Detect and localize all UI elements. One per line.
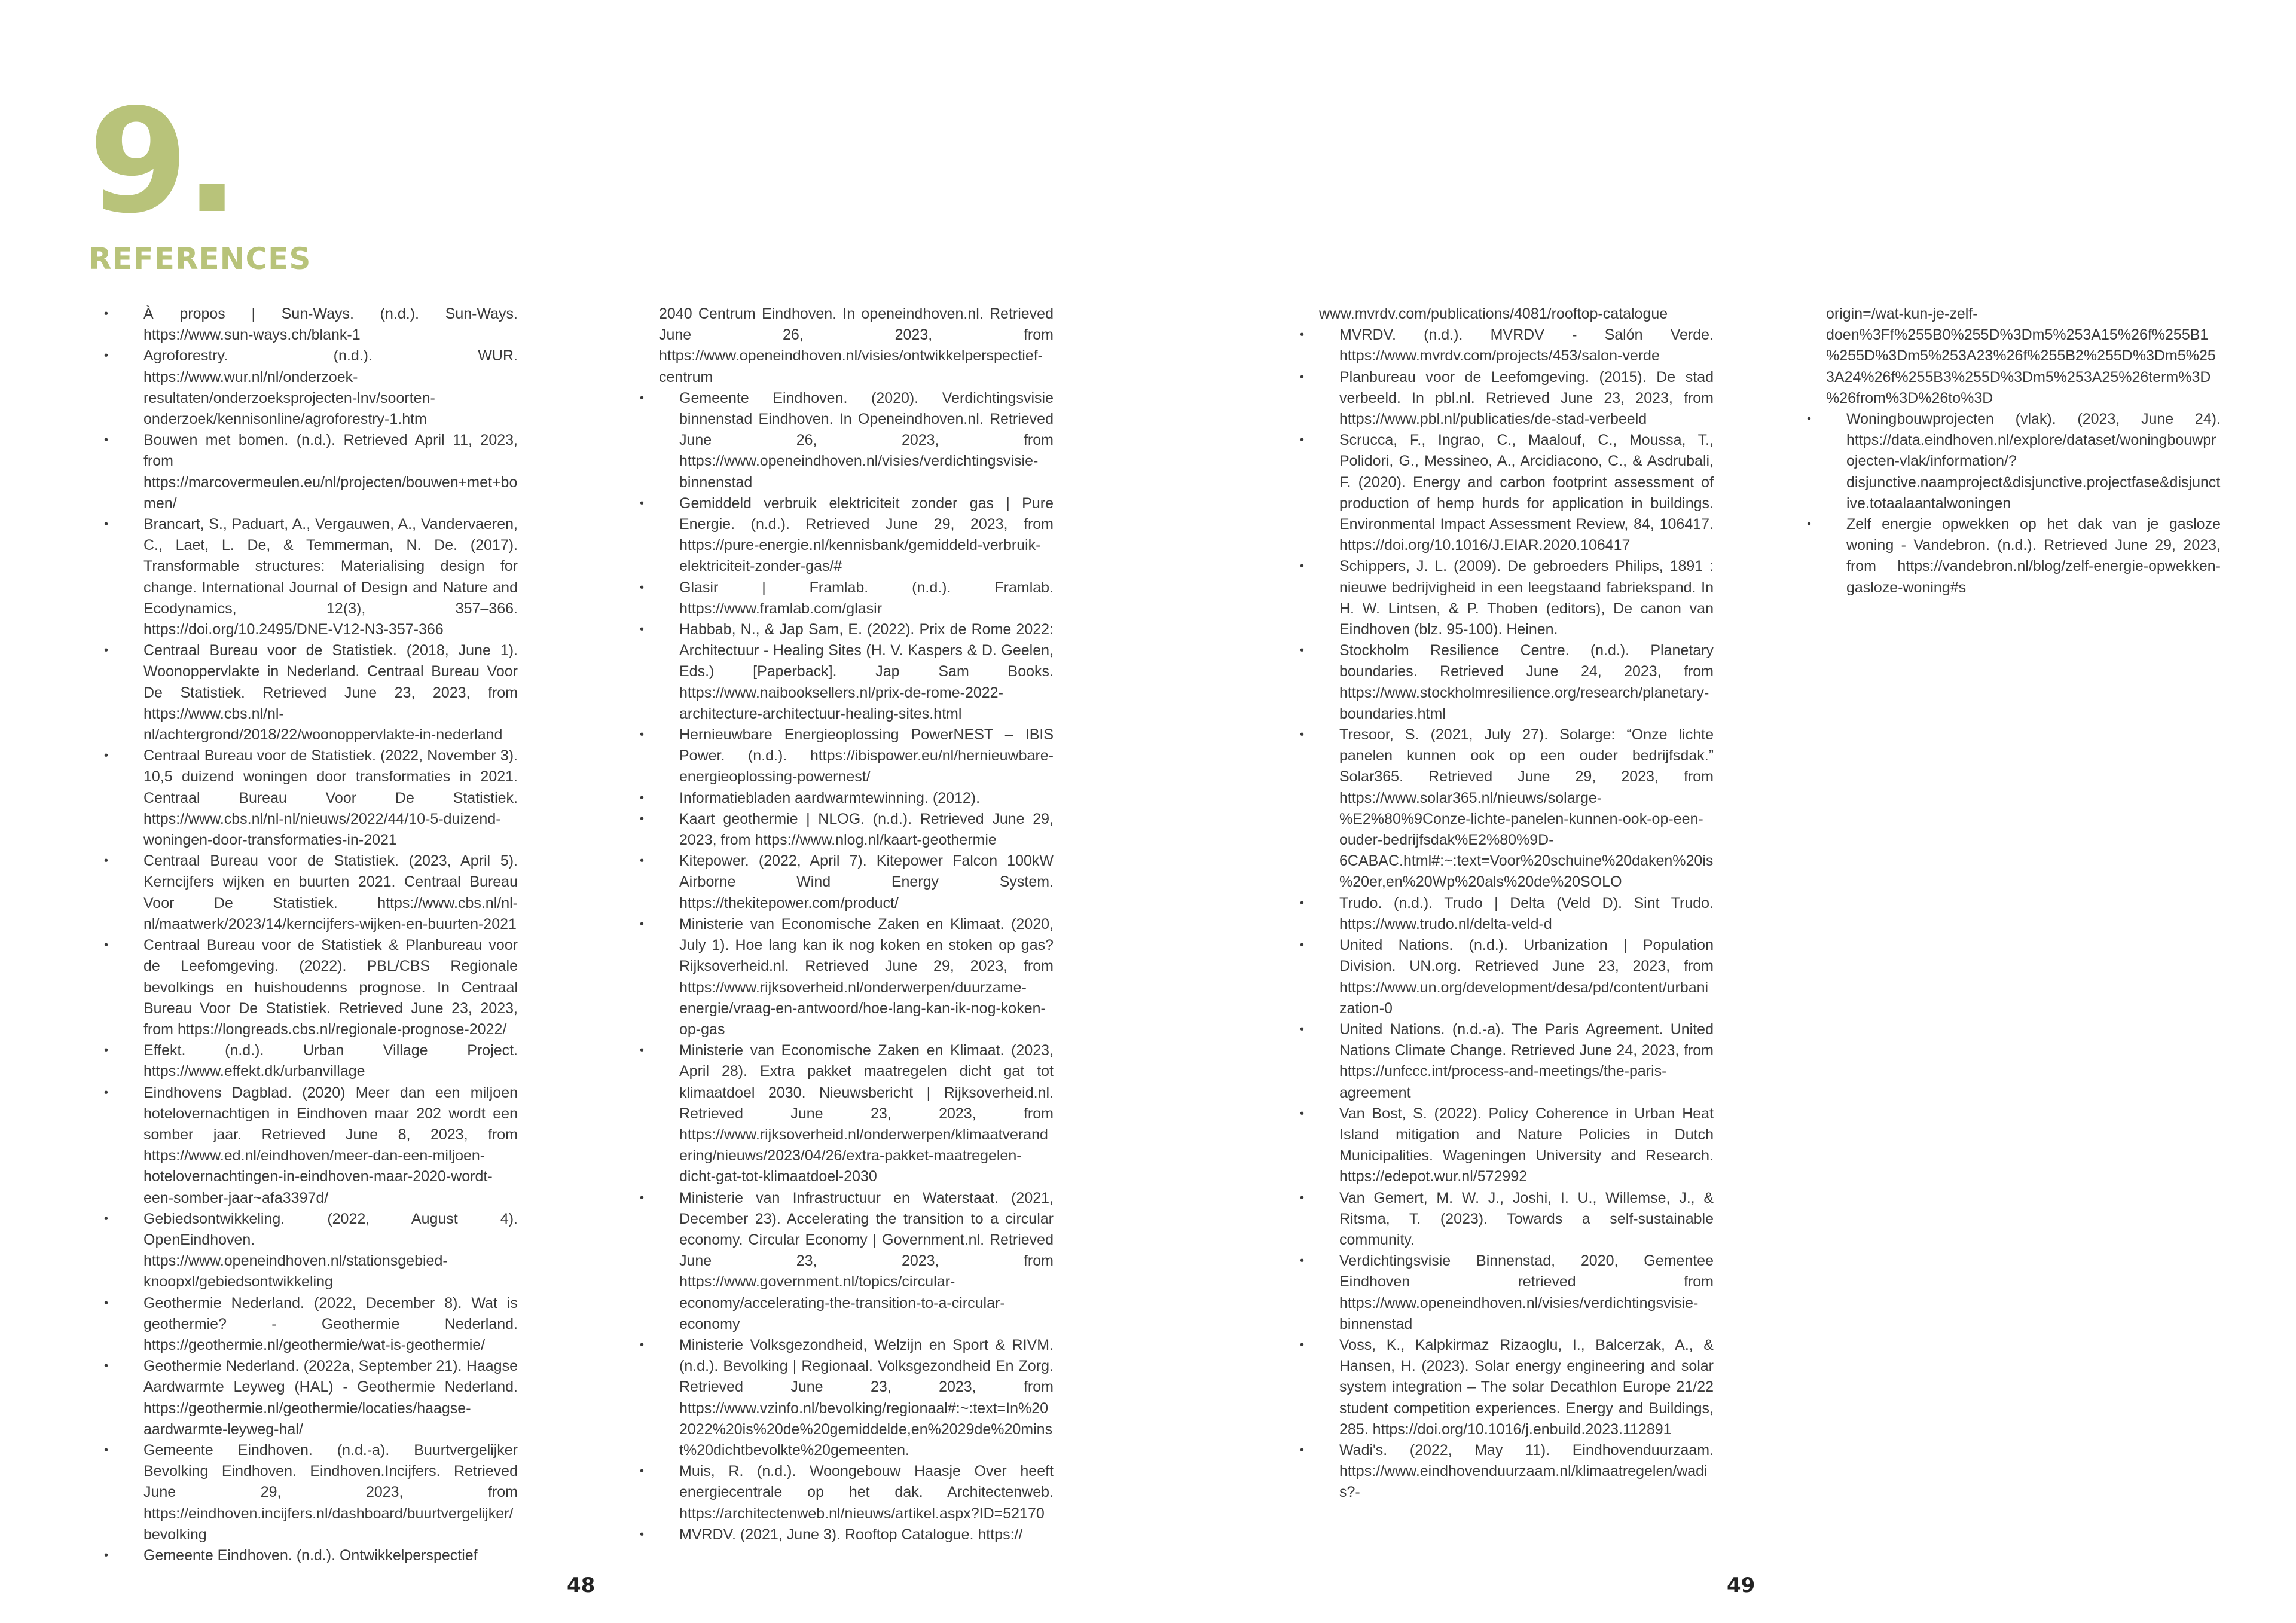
bullet-icon: •: [640, 917, 645, 931]
references-column-4: [1802, 304, 2221, 598]
reference-item: [99, 304, 518, 346]
bullet-icon: •: [104, 307, 109, 320]
reference-item: [1295, 1335, 1714, 1440]
references-column-2: [635, 304, 1054, 1545]
reference-item: [99, 1083, 518, 1209]
reference-text: Gebiedsontwikkeling. (2022, August 4). OpenEindhoven. https://www.openeindhoven.nl/stationsgebied-knoopxl/gebiedsontwikkeling: [144, 1210, 518, 1291]
reference-item: [99, 745, 518, 851]
bullet-icon: •: [104, 749, 109, 763]
reference-item: [99, 1356, 518, 1440]
bullet-icon: •: [104, 854, 109, 868]
reference-item: [99, 935, 518, 1040]
page-number-right: 49: [1727, 1573, 1755, 1597]
reference-item: [635, 1461, 1054, 1524]
bullet-icon: •: [640, 580, 645, 594]
reference-text: Glasir | Framlab. (n.d.). Framlab. https://www.framlab.com/glasir: [679, 579, 1054, 617]
chapter-number: 9.: [88, 78, 236, 245]
reference-text: MVRDV. (n.d.). MVRDV - Salón Verde. https://www.mvrdv.com/projects/453/salon-verde: [1339, 326, 1714, 365]
reference-item: [99, 1040, 518, 1082]
bullet-icon: •: [104, 1212, 109, 1225]
reference-item: [1295, 1251, 1714, 1335]
reference-item: [1295, 1019, 1714, 1104]
bullet-icon: •: [640, 1527, 645, 1541]
reference-continuation: origin=/wat-kun-je-zelf-doen%3Ff%255B0%255D%3Dm5%253A15%26f%255B1%255D%3Dm5%253A23%26f%255B2%255D%3Dm5%253A24%26f%255B3%255D%3Dm5%253A25%26term%3D%26from%3D%26to%3D: [1826, 305, 2216, 406]
page-number-left: 48: [567, 1573, 596, 1597]
reference-item: [1295, 325, 1714, 366]
bullet-icon: •: [1300, 560, 1305, 573]
reference-text: Van Bost, S. (2022). Policy Coherence in Urban Heat Island mitigation and Nature Policies in Dutch Municipalities. Wageningen University and Research. https://edepot.wur.nl/572992: [1339, 1105, 1714, 1185]
reference-text: Agroforestry. (n.d.). WUR. https://www.wur.nl/nl/onderzoek-resultaten/onderzoeksprojecten-lnv/soorten-onderzoek/kennisonline/agroforestry-1.htm: [144, 347, 518, 428]
reference-item: [635, 851, 1054, 914]
reference-item: [99, 1209, 518, 1293]
reference-text: Brancart, S., Paduart, A., Vergauwen, A., Vandervaeren, C., Laet, L. De, & Temmerman, N. De. (2017). Transformable structures: Materialising design for change. International Journal of Design and Nature and Ecodynamics, 12(3), 357–366. https://doi.org/10.2495/DNE-V12-N3-357-366: [144, 516, 518, 638]
bullet-icon: •: [1300, 1443, 1305, 1457]
reference-text: Centraal Bureau voor de Statistiek & Planbureau voor de Leefomgeving. (2022). PBL/CBS Regionale bevolkings en huishoudenns prognose. In Centraal Bureau Voor De Statistiek. Retrieved June 23, 2023, from https://longreads.cbs.nl/regionale-prognose-2022/: [144, 937, 518, 1038]
reference-text: Centraal Bureau voor de Statistiek. (2023, April 5). Kerncijfers wijken en buurten 2021. Centraal Bureau Voor De Statistiek. https://www.cbs.nl/nl-nl/maatwerk/2023/14/kerncijfers-wijken-en-buurten-2021: [144, 852, 518, 933]
reference-text: Kaart geothermie | NLOG. (n.d.). Retrieved June 29, 2023, from https://www.nlog.nl/kaart-geothermie: [679, 810, 1054, 849]
reference-item: [635, 619, 1054, 725]
bullet-icon: •: [1300, 728, 1305, 742]
reference-text: Wadi's. (2022, May 11). Eindhovenduurzaam. https://www.eindhovenduurzaam.nl/klimaatregelen/wadis?-: [1339, 1441, 1714, 1501]
bullet-icon: •: [104, 518, 109, 531]
bullet-icon: •: [104, 1296, 109, 1310]
reference-text: Stockholm Resilience Centre. (n.d.). Planetary boundaries. Retrieved June 24, 2023, from https://www.stockholmresilience.org/research/planetary-boundaries.html: [1339, 642, 1714, 722]
bullet-icon: •: [640, 1465, 645, 1478]
reference-item: [99, 1440, 518, 1545]
bullet-icon: •: [104, 939, 109, 952]
reference-text: Scrucca, F., Ingrao, C., Maalouf, C., Moussa, T., Polidori, G., Messineo, A., Arcidiacono, C., & Asdrubali, F. (2020). Energy and carbon footprint assessment of production of hemp hurds for application in buildings. Environmental Impact Assessment Review, 84, 106417. https://doi.org/10.1016/J.EIAR.2020.106417: [1339, 432, 1714, 554]
reference-item: [99, 430, 518, 514]
reference-item: [635, 577, 1054, 619]
reference-text: Eindhovens Dagblad. (2020) Meer dan een miljoen hotelovernachtigen in Eindhoven maar 202 wordt een somber jaar. Retrieved June 8, 2023, from https://www.ed.nl/eindhoven/meer-dan-een-miljoen-hotelovernachtingen-in-eindhoven-maar-2020-wordt-een-somber-jaar~afa3397d/: [144, 1084, 518, 1206]
bullet-icon: •: [1807, 412, 1812, 426]
bullet-icon: •: [104, 644, 109, 658]
reference-item: [99, 346, 518, 430]
reference-item: [635, 914, 1054, 1040]
reference-text: Woningbouwprojecten (vlak). (2023, June 24). https://data.eindhoven.nl/explore/dataset/woningbouwprojecten-vlak/information/?disjunctive.naamproject&disjunctive.projectfase&disjunctive.totaalaantalwoningen: [1846, 411, 2221, 512]
bullet-icon: •: [1300, 370, 1305, 384]
reference-text: United Nations. (n.d.). Urbanization | Population Division. UN.org. Retrieved June 23, 2023, from https://www.un.org/development/desa/pd/content/urbanization-0: [1339, 937, 1714, 1017]
reference-item: [635, 493, 1054, 577]
reference-text: Verdichtingsvisie Binnenstad, 2020, Gementee Eindhoven retrieved from https://www.openeindhoven.nl/visies/verdichtingsvisie-binnenstad: [1339, 1252, 1714, 1332]
bullet-icon: •: [104, 1443, 109, 1457]
bullet-icon: •: [1300, 939, 1305, 952]
reference-item: [1295, 1440, 1714, 1503]
bullet-icon: •: [640, 812, 645, 826]
reference-item: [99, 640, 518, 745]
reference-item: [635, 1188, 1054, 1335]
bullet-icon: •: [1300, 1022, 1305, 1036]
bullet-icon: •: [1807, 518, 1812, 531]
reference-continuation: 2040 Centrum Eindhoven. In openeindhoven.nl. Retrieved June 26, 2023, from https://www.openeindhoven.nl/visies/ontwikkelperspectief-centrum: [659, 305, 1054, 386]
reference-item: [99, 1545, 518, 1566]
reference-text: Ministerie van Infrastructuur en Waterstaat. (2021, December 23). Accelerating the transition to a circular economy. Circular Economy | Government.nl. Retrieved June 23, 2023, from https://www.government.nl/topics/circular-economy/accelerating-the-transition-to-a-circular-economy: [679, 1189, 1054, 1332]
bullet-icon: •: [640, 791, 645, 805]
reference-item: [1295, 1188, 1714, 1251]
bullet-icon: •: [640, 496, 645, 510]
bullet-icon: •: [1300, 896, 1305, 910]
bullet-icon: •: [640, 1338, 645, 1352]
bullet-icon: •: [1300, 328, 1305, 342]
reference-item: [635, 1524, 1054, 1545]
reference-text: Centraal Bureau voor de Statistiek. (2018, June 1). Woonoppervlakte in Nederland. Centraal Bureau Voor De Statistiek. Retrieved June 23, 2023, from https://www.cbs.nl/nl-nl/achtergrond/2018/22/woonoppervlakte-in-nederland: [144, 642, 518, 744]
reference-continuation: www.mvrdv.com/publications/4081/rooftop-catalogue: [1319, 305, 1668, 322]
reference-item: [635, 788, 1054, 809]
reference-item: [635, 725, 1054, 788]
reference-text: Gemeente Eindhoven. (n.d.). Ontwikkelperspectief: [144, 1546, 478, 1564]
reference-text: À propos | Sun-Ways. (n.d.). Sun-Ways. https://www.sun-ways.ch/blank-1: [144, 305, 518, 344]
reference-item: [1295, 935, 1714, 1019]
bullet-icon: •: [640, 1191, 645, 1205]
reference-text: Trudo. (n.d.). Trudo | Delta (Veld D). Sint Trudo. https://www.trudo.nl/delta-veld-d: [1339, 894, 1714, 933]
bullet-icon: •: [1300, 1338, 1305, 1352]
reference-text: Van Gemert, M. W. J., Joshi, I. U., Willemse, J., & Ritsma, T. (2023). Towards a self-sustainable community.: [1339, 1189, 1714, 1248]
reference-text: Muis, R. (n.d.). Woongebouw Haasje Over heeft energiecentrale op het dak. Architectenweb. https://architectenweb.nl/nieuws/artikel.aspx?ID=52170: [679, 1463, 1054, 1522]
bullet-icon: •: [1300, 433, 1305, 447]
chapter-title: REFERENCES: [88, 242, 312, 276]
reference-text: Geothermie Nederland. (2022a, September 21). Haagse Aardwarmte Leyweg (HAL) - Geothermie Nederland. https://geothermie.nl/geothermie/locaties/haagse-aardwarmte-leyweg-hal/: [144, 1358, 518, 1438]
reference-text: Hernieuwbare Energieoplossing PowerNEST – IBIS Power. (n.d.). https://ibispower.eu/nl/hernieuwbare-energieoplossing-powernest/: [679, 726, 1054, 785]
bullet-icon: •: [640, 728, 645, 742]
reference-item: [635, 1040, 1054, 1187]
bullet-icon: •: [104, 1359, 109, 1373]
reference-text: Tresoor, S. (2021, July 27). Solarge: “Onze lichte panelen kunnen ook op een ouder bedrijfsdak.” Solar365. Retrieved June 29, 2023, from https://www.solar365.nl/nieuws/solarge-%E2%80%9Conze-lichte-panelen-kunnen-ook-op-een-ouder-bedrijfsdak%E2%80%9D-6CABAC.html#:~:text=Voor%20schuine%20daken%20is%20er,en%20Wp%20als%20de%20SOLO: [1339, 726, 1714, 891]
reference-item: [1802, 409, 2221, 514]
reference-item: [1295, 640, 1714, 725]
reference-item: [1295, 367, 1714, 430]
bullet-icon: •: [104, 1044, 109, 1057]
reference-item: [99, 1293, 518, 1356]
reference-text: Gemeente Eindhoven. (n.d.-a). Buurtvergelijker Bevolking Eindhoven. Eindhoven.Incijfers. Retrieved June 29, 2023, from https://eindhoven.incijfers.nl/dashboard/buurtvergelijker/bevolking: [144, 1441, 518, 1543]
bullet-icon: •: [104, 1086, 109, 1099]
reference-item: [1802, 514, 2221, 598]
reference-text: Ministerie van Economische Zaken en Klimaat. (2023, April 28). Extra pakket maatregelen dicht gat tot klimaatdoel 2030. Nieuwsbericht | Rijksoverheid.nl. Retrieved June 23, 2023, from https://www.rijksoverheid.nl/onderwerpen/klimaatverandering/nieuws/2023/04/26/extra-pakket-maatregelen-dicht-gat-tot-klimaatdoel-2030: [679, 1042, 1054, 1185]
reference-text: Zelf energie opwekken op het dak van je gasloze woning - Vandebron. (n.d.). Retrieved June 29, 2023, from https://vandebron.nl/blog/zelf-energie-opwekken-gasloze-woning#s: [1846, 516, 2221, 596]
reference-text: MVRDV. (2021, June 3). Rooftop Catalogue. https://: [679, 1526, 1023, 1543]
reference-text: United Nations. (n.d.-a). The Paris Agreement. United Nations Climate Change. Retrieved June 24, 2023, from https://unfccc.int/process-and-meetings/the-paris-agreement: [1339, 1020, 1714, 1101]
reference-item: [99, 851, 518, 935]
reference-item: [1295, 430, 1714, 556]
reference-item: [635, 809, 1054, 851]
reference-text: Ministerie van Economische Zaken en Klimaat. (2020, July 1). Hoe lang kan ik nog koken en stoken op gas? Rijksoverheid.nl. Retrieved June 29, 2023, from https://www.rijksoverheid.nl/onderwerpen/duurzame-energie/vraag-en-antwoord/hoe-lang-kan-ik-nog-koken-op-gas: [679, 915, 1054, 1038]
bullet-icon: •: [1300, 1254, 1305, 1268]
bullet-icon: •: [1300, 644, 1305, 658]
bullet-icon: •: [640, 391, 645, 405]
reference-text: Schippers, J. L. (2009). De gebroeders Philips, 1891 : nieuwe bedrijvigheid in een leegstaand fabriekspand. In H. W. Lintsen, & P. Thoben (editors), De canon van Eindhoven (blz. 95-100). Heinen.: [1339, 558, 1714, 638]
reference-item: [1295, 1104, 1714, 1188]
bullet-icon: •: [104, 349, 109, 363]
reference-text: Gemeente Eindhoven. (2020). Verdichtingsvisie binnenstad Eindhoven. In Openeindhoven.nl. Retrieved June 26, 2023, from https://www.openeindhoven.nl/visies/verdichtingsvisie-binnenstad: [679, 389, 1054, 491]
reference-text: Kitepower. (2022, April 7). Kitepower Falcon 100kW Airborne Wind Energy System. https://thekitepower.com/product/: [679, 852, 1054, 912]
reference-text: Planbureau voor de Leefomgeving. (2015). De stad verbeeld. In pbl.nl. Retrieved June 23, 2023, from https://www.pbl.nl/publicaties/de-stad-verbeeld: [1339, 368, 1714, 428]
reference-text: Voss, K., Kalpkirmaz Rizaoglu, I., Balcerzak, A., & Hansen, H. (2023). Solar energy engineering and solar system integration – The solar Decathlon Europe 21/22 student competition experiences. Energy and Buildings, 285. https://doi.org/10.1016/j.enbuild.2023.112891: [1339, 1336, 1714, 1438]
reference-item: [1295, 725, 1714, 893]
references-column-1: [99, 304, 518, 1566]
reference-text: Ministerie Volksgezondheid, Welzijn en Sport & RIVM. (n.d.). Bevolking | Regionaal. Volksgezondheid En Zorg. Retrieved June 23, 2023, from https://www.vzinfo.nl/bevolking/regionaal#:~:text=In%202022%20is%20de%20gemiddelde,en%2029de%20minst%20dichtbevolkte%20gemeenten.: [679, 1336, 1054, 1459]
reference-item: [1295, 556, 1714, 640]
reference-text: Gemiddeld verbruik elektriciteit zonder gas | Pure Energie. (n.d.). Retrieved June 29, 2023, from https://pure-energie.nl/kennisbank/gemiddeld-verbruik-elektriciteit-zonder-gas/#: [679, 494, 1054, 575]
reference-item: [1295, 893, 1714, 935]
reference-text: Habbab, N., & Jap Sam, E. (2022). Prix de Rome 2022: Architectuur - Healing Sites (H. V. Kaspers & D. Geelen, Eds.) [Paperback]. Jap Sam Books. https://www.naibooksellers.nl/prix-de-rome-2022-architecture-architectuur-healing-sites.html: [679, 621, 1054, 722]
references-column-3: [1295, 304, 1714, 1503]
bullet-icon: •: [640, 1044, 645, 1057]
reference-text: Centraal Bureau voor de Statistiek. (2022, November 3). 10,5 duizend woningen door transformaties in 2021. Centraal Bureau Voor De Statistiek. https://www.cbs.nl/nl-nl/nieuws/2022/44/10-5-duizend-woningen-door-transformaties-in-2021: [144, 747, 518, 849]
bullet-icon: •: [640, 854, 645, 868]
bullet-icon: •: [1300, 1107, 1305, 1120]
reference-text: Informatiebladen aardwarmtewinning. (2012).: [679, 789, 981, 806]
reference-item: [99, 514, 518, 640]
bullet-icon: •: [1300, 1191, 1305, 1205]
bullet-icon: •: [640, 623, 645, 637]
reference-text: Bouwen met bomen. (n.d.). Retrieved April 11, 2023, from https://marcovermeulen.eu/nl/projecten/bouwen+met+bomen/: [144, 432, 518, 512]
reference-item: [635, 388, 1054, 493]
reference-text: Effekt. (n.d.). Urban Village Project. https://www.effekt.dk/urbanvillage: [144, 1042, 518, 1080]
bullet-icon: •: [104, 433, 109, 447]
reference-text: Geothermie Nederland. (2022, December 8). Wat is geothermie? - Geothermie Nederland. https://geothermie.nl/geothermie/wat-is-geothermie/: [144, 1294, 518, 1353]
reference-item: [635, 1335, 1054, 1461]
bullet-icon: •: [104, 1548, 109, 1562]
